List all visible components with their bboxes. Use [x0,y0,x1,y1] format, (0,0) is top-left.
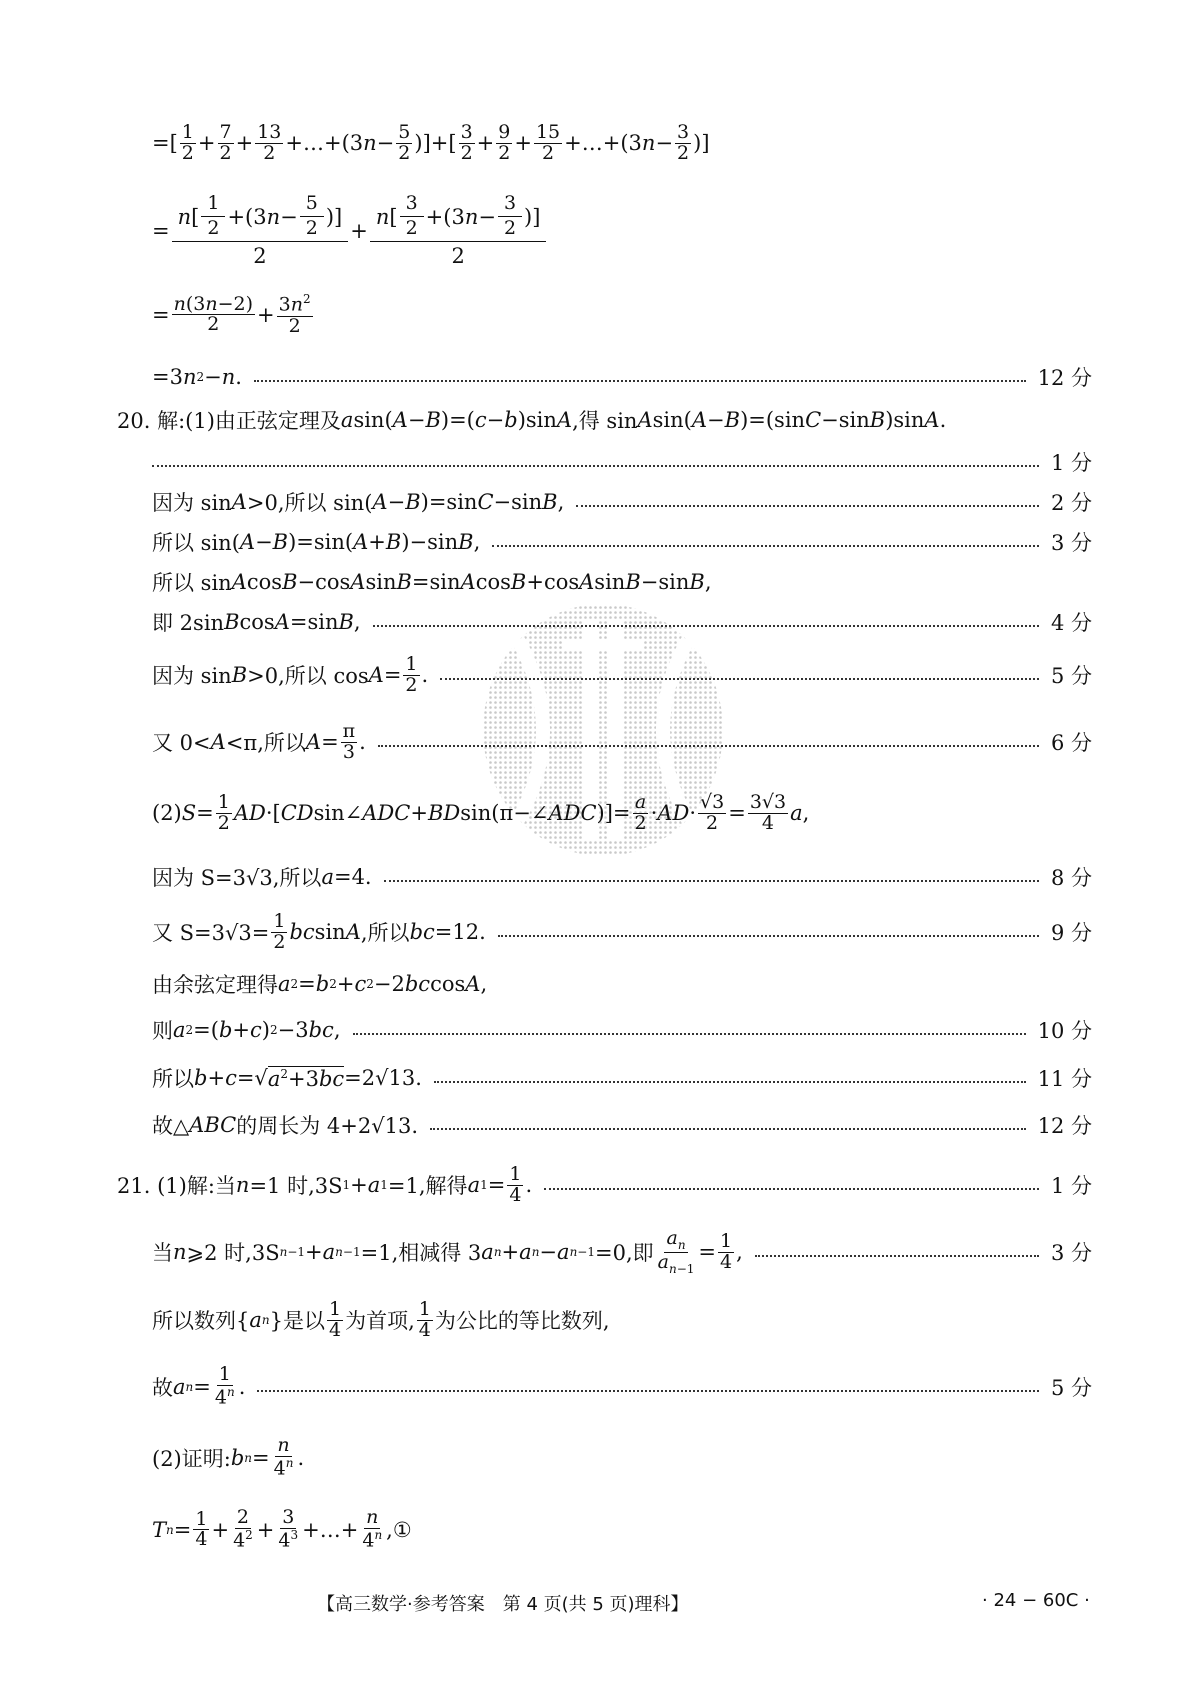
score-label: 2 分 [1050,491,1092,515]
leader-dots [152,465,1039,467]
expr-line-19: 故△ ABC 的周长为 4+2√13. 12 分 [152,1100,1092,1150]
expr-line-1 [152,118,1092,168]
score-label: 10 分 [1037,1019,1092,1043]
expr-line-12: 又 0< A <π,所以 A = $\frac{\pi}{3}$ . 6 分 [152,719,1092,763]
expr-line-4: =3 n 2 − n . 12 分 [152,352,1092,402]
score-label: 8 分 [1050,866,1092,890]
score-label: 9 分 [1050,921,1092,945]
score-label: 5 分 [1050,664,1092,688]
expr-line-15: 又 S=3√3= $\frac{1}{2}$ bc sin A ,所以 bc =12. 9 分 [152,909,1092,953]
leader-dots [755,1255,1039,1257]
expr-line-3: = $\frac{n(3n-2)}{2}$ + $\frac{3n^2}{2}$ [152,292,311,337]
problem-21-start: 21. (1)解:当 n =1 时,3S 1 + a 1 =1,解得 a 1 = $\frac{1}{4}$ . 1 分 [117,1162,1092,1206]
expr-line-11: 因为 sin B >0,所以 cos A = $\frac{1}{2}$ . 5 分 [152,652,1092,696]
leader-dots [576,505,1039,507]
score-label: 6 分 [1050,731,1092,755]
leader-dots [430,1128,1026,1130]
expr-line-23: 故 a n = $\frac{1}{4^n}$ . 5 分 [152,1363,1092,1409]
leader-dots [492,545,1039,547]
expr-line-18: 所以 b + c =√ $a^2+3bc$ =2√13. 11 分 [152,1053,1092,1103]
expr-line-13: (2) S = $\frac{1}{2}$ AD ·[ CD sin∠ ADC + BD sin(π−∠ ADC )]= $\frac{a}{2}$ · AD · $\frac{√3}{2}$ = $\frac{3√3}{4}$ a , [152,790,810,834]
leader-dots [384,880,1039,882]
leader-dots [257,1390,1039,1392]
score-label: 11 分 [1037,1067,1092,1091]
leader-dots [440,678,1039,680]
score-label: 1 分 [1050,451,1092,475]
expr-line-25: T n = $\frac{1}{4}$ + $\frac{2}{4^2}$ + $\frac{3}{4^3}$ +…+ $\frac{n}{4^n}$ ,① [152,1506,412,1552]
expr-line-9: 所以 sin A cos B −cos A sin B =sin A cos B +cos A sin B −sin B , [152,570,712,595]
page-footer [0,1590,1200,1620]
score-label: 5 分 [1050,1376,1092,1400]
leader-dots [434,1081,1026,1083]
expr-line-2: = n [ $\frac{1}{2}$ +(3 n − $\frac{5}{2}$ )] 2 + n [ $\frac{3}{2}$ +(3 n − $\frac{3}{2}$ )] 2 [152,186,1092,276]
leader-dots [373,625,1039,627]
problem-20-start: 20. 解:(1)由正弦定理及 a sin( A − B )=( c − b )sin A ,得 sin A sin( A − B )=(sin C −sin B )sin A . [117,408,947,433]
expr-line-16: 由余弦定理得 a 2 = b 2 + c 2 −2 bc cos A , [152,972,488,997]
expr-line-10: 即 2sin B cos A =sin B , 4 分 [152,597,1092,647]
score-label: 1 分 [1050,1174,1092,1198]
leader-dots [254,380,1026,382]
footer-code: · 24 − 60C · [982,1590,1090,1611]
expr-line-8: 所以 sin( A − B )=sin( A + B )−sin B , 3 分 [152,517,1092,567]
expr-line-21: 当 n ⩾2 时,3S n−1 + a n−1 =1,相减得 3 a n + a n − a n−1 =0,即 $\frac{a_n}{a_{n-1}}$ = $\frac{1}{4}$ , 3 分 [152,1227,1092,1276]
score-label: 12 分 [1037,1114,1092,1138]
leader-dots [498,935,1039,937]
leader-dots [353,1033,1026,1035]
score-label: 3 分 [1050,1241,1092,1265]
expr-line-7: 因为 sin A >0,所以 sin( A − B )=sin C −sin B , 2 分 [152,477,1092,527]
expr-line-22: 所以数列{ a n }是以 $\frac{1}{4}$ 为首项, $\frac{1}{4}$ 为公比的等比数列, [152,1297,610,1341]
score-label: 12 分 [1037,366,1092,390]
expr-line-14: 因为 S=3√3,所以 a =4. 8 分 [152,852,1092,902]
expr-line-17: 则 a 2 =( b + c ) 2 −3 bc , 10 分 [152,1005,1092,1055]
sum-expression: =[ $\frac{1}{2}$ + $\frac{7}{2}$ + $\frac{13}{2}$ +…+(3 n − $\frac{5}{2}$ )]+[ $\frac{3}{2}$ + $\frac{9}{2}$ + $\frac{15}{2}$ +…+(3 n − $\frac{3}{2}$ )] [152,120,710,164]
score-label: 4 分 [1050,611,1092,635]
expr-line-24: (2)证明: b n = $\frac{n}{4^n}$ . [152,1434,305,1480]
leader-dots [378,745,1039,747]
footer-title: 【高三数学·参考答案 第 4 页(共 5 页)理科】 [317,1594,689,1615]
score-label: 3 分 [1050,531,1092,555]
leader-dots [544,1188,1039,1190]
